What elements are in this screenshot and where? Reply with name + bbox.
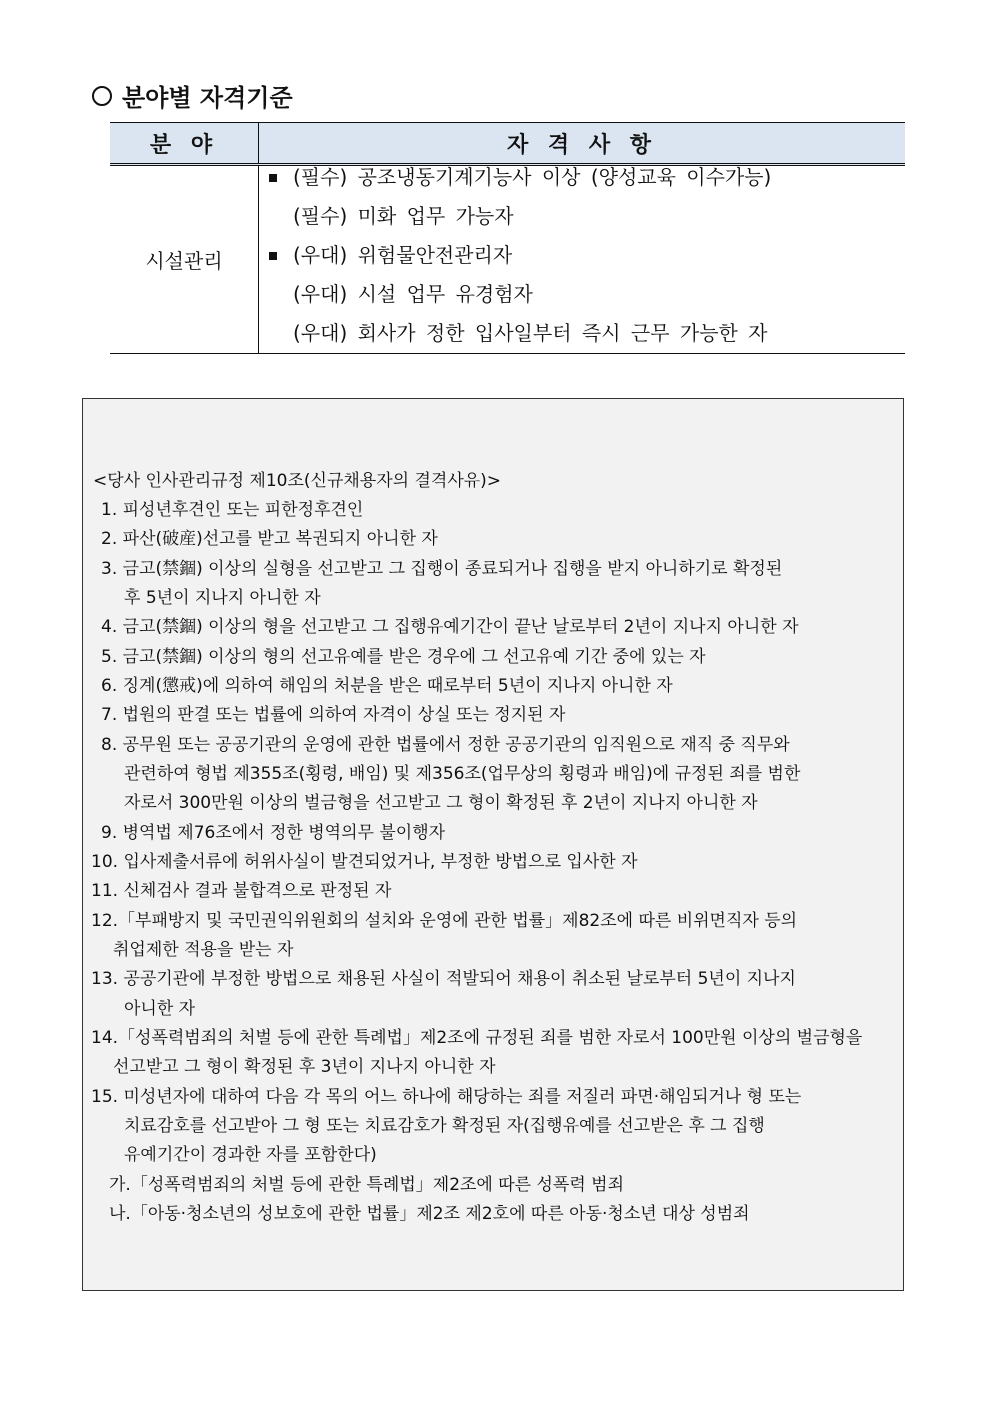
requirement-item [259, 236, 905, 275]
qualification-table [110, 122, 905, 354]
requirement-item [259, 158, 905, 197]
circle-icon [92, 86, 112, 106]
notice-line: 4. 금고(禁錮) 이상의 형을 선고받고 그 집행유예기간이 끝난 날로부터 2년이 지나지 아니한 자 [101, 617, 799, 637]
notice-line: 가.「성폭력범죄의 처벌 등에 관한 특례법」제2조에 따른 성폭력 범죄 [109, 1175, 625, 1195]
notice-line: 10. 입사제출서류에 허위사실이 발견되었거나, 부정한 방법으로 입사한 자 [91, 852, 638, 872]
notice-line: 7. 법원의 판결 또는 법률에 의하여 자격이 상실 또는 정지된 자 [101, 705, 566, 725]
notice-line: 후 5년이 지나지 아니한 자 [124, 588, 321, 608]
notice-line: 2. 파산(破産)선고를 받고 복권되지 아니한 자 [101, 529, 438, 549]
notice-line: 관련하여 형법 제355조(횡령, 배임) 및 제356조(업무상의 횡령과 배임)에 규정된 죄를 범한 [124, 764, 801, 784]
notice-line: 취업제한 적용을 받는 자 [113, 940, 294, 960]
requirement-item [259, 275, 905, 314]
header-field: 분 야 [110, 123, 259, 165]
notice-line: 5. 금고(禁錮) 이상의 형의 선고유예를 받은 경우에 그 선고유예 기간 중에 있는 자 [101, 647, 706, 667]
section-heading-text: 분야별 자격기준 [122, 84, 293, 112]
notice-line: 13. 공공기관에 부정한 방법으로 채용된 사실이 적발되어 채용이 취소된 날로부터 5년이 지나지 [91, 969, 796, 989]
table-row [110, 165, 905, 354]
notice-line: 11. 신체검사 결과 불합격으로 판정된 자 [91, 881, 392, 901]
notice-line: 선고받고 그 형이 확정된 후 3년이 지나지 아니한 자 [113, 1057, 496, 1077]
requirement-text: (우대) 회사가 정한 입사일부터 즉시 근무 가능한 자 [293, 321, 768, 345]
notice-line: 8. 공무원 또는 공공기관의 운영에 관한 법률에서 정한 공공기관의 임직원으로 재직 중 직무와 [101, 735, 790, 755]
notice-line: 14.「성폭력범죄의 처벌 등에 관한 특례법」제2조에 규정된 죄를 범한 자로서 100만원 이상의 벌금형을 [91, 1028, 863, 1048]
notice-line: 9. 병역법 제76조에서 정한 병역의무 불이행자 [101, 823, 446, 843]
square-bullet-icon [269, 252, 277, 260]
notice-line: 나.「아동·청소년의 성보호에 관한 법률」제2조 제2호에 따른 아동·청소년 대상 성범죄 [109, 1204, 750, 1224]
notice-line: 자로서 300만원 이상의 벌금형을 선고받고 그 형이 확정된 후 2년이 지나지 아니한 자 [124, 793, 758, 813]
notice-line: 1. 피성년후견인 또는 피한정후견인 [101, 500, 364, 520]
disqualification-notice-box [82, 398, 904, 1291]
section-heading [92, 78, 293, 113]
requirement-text: (필수) 공조냉동기계기능사 이상 (양성교육 이수가능) [293, 165, 772, 189]
field-cell: 시설관리 [110, 165, 259, 354]
notice-line: 3. 금고(禁錮) 이상의 실형을 선고받고 그 집행이 종료되거나 집행을 받지 아니하기로 확정된 [101, 559, 783, 579]
requirements-cell [259, 165, 906, 354]
notice-line: 15. 미성년자에 대하여 다음 각 목의 어느 하나에 해당하는 죄를 저질러 파면·해임되거나 형 또는 [91, 1087, 802, 1107]
requirement-text: (우대) 위험물안전관리자 [293, 243, 513, 267]
notice-line: 12.「부패방지 및 국민권익위원회의 설치와 운영에 관한 법률」제82조에 따른 비위면직자 등의 [91, 911, 798, 931]
requirement-item [259, 197, 905, 236]
square-bullet-icon [269, 174, 277, 182]
notice-line: 아니한 자 [124, 999, 196, 1019]
notice-title: <당사 인사관리규정 제10조(신규채용자의 결격사유)> [93, 471, 502, 491]
notice-line: 치료감호를 선고받아 그 형 또는 치료감호가 확정된 자(집행유예를 선고받은 후 그 집행 [124, 1116, 765, 1136]
header-qualifications: 자 격 사 항 [259, 123, 906, 165]
notice-line: 유예기간이 경과한 자를 포함한다) [124, 1145, 377, 1165]
requirement-text: (필수) 미화 업무 가능자 [293, 204, 514, 228]
requirement-item [259, 314, 905, 353]
requirement-text: (우대) 시설 업무 유경험자 [293, 282, 533, 306]
notice-line: 6. 징계(懲戒)에 의하여 해임의 처분을 받은 때로부터 5년이 지나지 아니한 자 [101, 676, 673, 696]
